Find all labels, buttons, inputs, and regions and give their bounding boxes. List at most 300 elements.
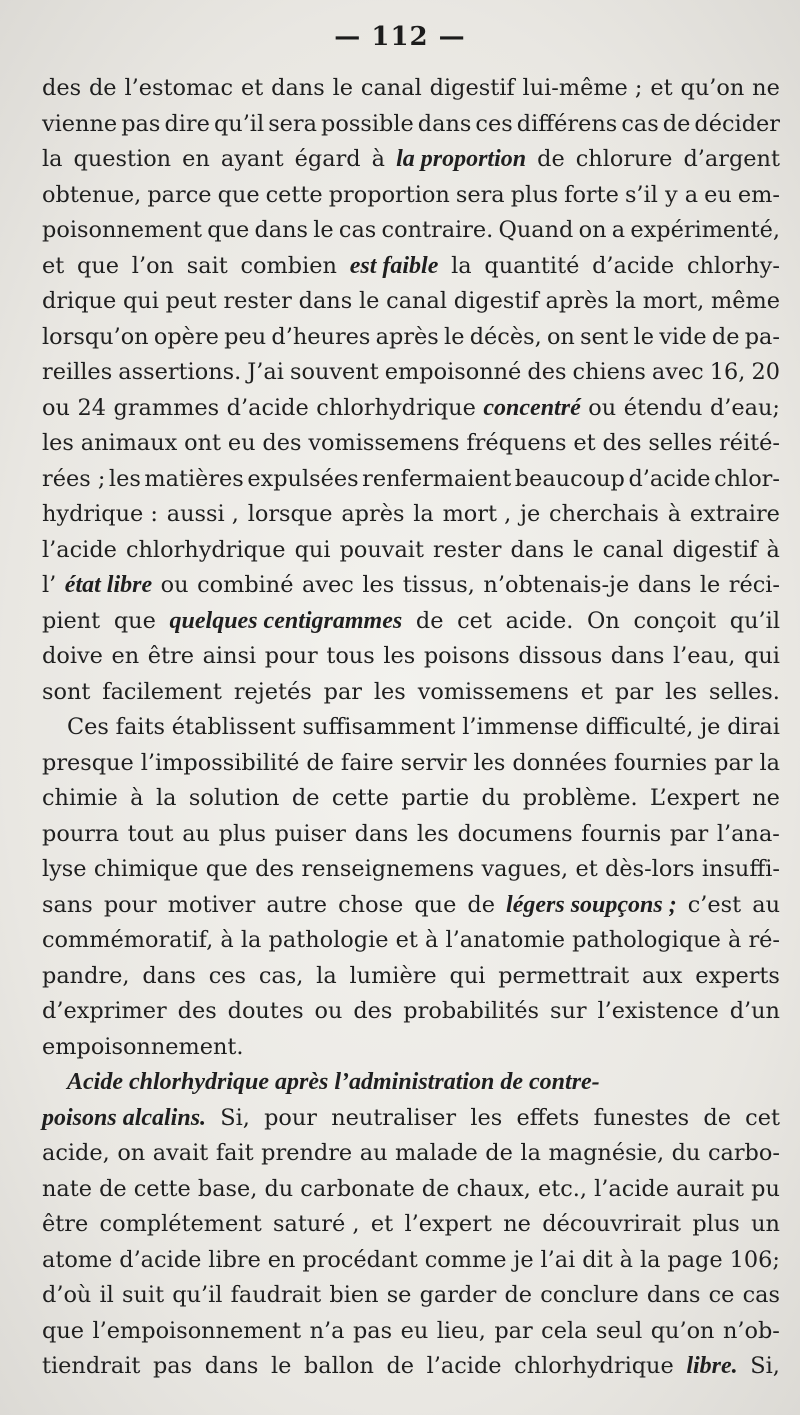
word: chose — [338, 891, 404, 918]
word: par — [714, 749, 753, 776]
text-line — [42, 355, 780, 391]
word: l’eau, — [673, 643, 736, 669]
word: établissent — [171, 714, 296, 740]
word: partie — [401, 785, 470, 811]
word: dès-lors — [605, 856, 695, 882]
word: et — [650, 75, 673, 101]
word: des — [602, 430, 642, 456]
word: égard — [294, 146, 361, 172]
word: chimie — [42, 785, 118, 811]
word: cet — [457, 607, 492, 634]
word: lui-même ; — [522, 75, 643, 101]
word: expulsées — [247, 465, 359, 492]
word: lorsque — [247, 501, 333, 527]
word: l’empoisonnement — [92, 1317, 302, 1344]
text-line — [42, 284, 780, 320]
word: l’ana- — [716, 820, 780, 847]
word: cas — [338, 217, 377, 243]
word: de — [504, 1282, 533, 1308]
text-line — [42, 1207, 780, 1243]
word: em- — [737, 181, 780, 208]
word: Si, — [220, 1104, 250, 1131]
word: nate — [42, 1175, 93, 1202]
word: la — [42, 146, 63, 172]
word: avec — [302, 572, 354, 598]
word: procédant — [302, 1246, 418, 1273]
word: la — [316, 962, 337, 989]
word: n’obtenais-je — [483, 572, 630, 598]
word: aussi , — [166, 501, 239, 527]
word: vomissemens — [308, 430, 460, 456]
word: dans — [354, 820, 409, 847]
word: cas, — [258, 962, 304, 989]
word: même — [711, 288, 780, 314]
word: lieu, — [436, 1317, 486, 1344]
word: dans — [510, 536, 565, 563]
word: pa- — [744, 323, 780, 350]
word: d’eau; — [709, 394, 780, 421]
word: beaucoup — [514, 465, 625, 492]
word: à — [667, 501, 682, 527]
word: de — [662, 110, 691, 137]
word: renfermaient — [362, 465, 512, 492]
word: lorsqu’on — [42, 323, 149, 350]
word: les — [383, 643, 416, 669]
word: ainsi — [202, 643, 257, 669]
text-line — [42, 213, 780, 249]
word: et — [42, 252, 65, 279]
word: l’anatomie — [445, 927, 565, 953]
word: 20 — [751, 359, 780, 385]
word: s’il y a — [624, 181, 699, 208]
body-text — [42, 71, 780, 1385]
word: le — [633, 323, 654, 350]
word: aurait — [676, 1175, 745, 1202]
word: d’où — [42, 1282, 92, 1308]
word: plus — [510, 181, 559, 208]
word: rées ; — [42, 465, 106, 492]
word: des — [262, 430, 302, 456]
word: de — [485, 1140, 513, 1166]
word: assertions. — [118, 359, 242, 385]
word: se — [386, 1282, 412, 1308]
word: les — [108, 465, 141, 492]
word: au — [182, 820, 210, 847]
italic-word: concentré — [483, 394, 581, 421]
word: cas — [621, 110, 659, 137]
text-line — [42, 249, 780, 285]
word: extraire — [689, 501, 780, 527]
word: doutes — [227, 998, 304, 1024]
text-line — [42, 675, 780, 711]
word: les — [470, 1104, 503, 1131]
word: chlorhydrique — [125, 536, 286, 563]
word: garder — [419, 1282, 497, 1308]
word: contraire. — [381, 217, 494, 243]
word: ces — [208, 962, 247, 989]
word: en — [182, 146, 210, 172]
word: Quand — [498, 217, 574, 243]
word: qui — [294, 536, 331, 563]
word: que — [42, 1317, 85, 1344]
word: par — [669, 820, 709, 847]
word: ou — [160, 572, 189, 598]
word: qu’il — [213, 110, 265, 137]
word: de — [99, 1175, 127, 1202]
word: avec — [651, 359, 704, 385]
word: Ces — [67, 714, 109, 740]
text-line — [42, 533, 780, 569]
word: qu’on — [650, 1317, 715, 1344]
word: bien — [329, 1282, 379, 1308]
word: neutraliser — [331, 1104, 457, 1131]
word: grammes — [113, 394, 220, 421]
paragraph — [42, 71, 780, 710]
word: le — [699, 572, 721, 598]
word: on — [117, 1140, 146, 1166]
word: vienne — [42, 110, 118, 137]
word: combiné — [197, 572, 294, 598]
word: il — [99, 1282, 114, 1308]
word: etc., — [538, 1175, 588, 1202]
word: plus — [692, 1211, 740, 1237]
word: conclure — [540, 1282, 639, 1308]
word: eu — [227, 430, 256, 456]
word: les — [373, 678, 406, 705]
word: dans — [646, 1282, 701, 1308]
word: à — [130, 785, 144, 811]
word: en — [267, 1246, 296, 1273]
word: pandre, — [42, 962, 130, 989]
word: suffisamment — [302, 714, 456, 740]
word: n’a — [309, 1317, 345, 1344]
word: acide. — [505, 607, 574, 634]
word: canal — [602, 536, 664, 563]
word: documens — [457, 820, 573, 847]
word: chaux, — [456, 1175, 531, 1202]
word: renseignemens — [301, 856, 475, 882]
word: d’acide — [226, 394, 309, 421]
word: ne — [752, 785, 780, 811]
word: l’expert — [404, 1211, 492, 1237]
word: tissus, — [402, 572, 475, 598]
word: experts — [695, 962, 780, 989]
word: pouvait — [339, 536, 424, 563]
word: conçoit — [633, 607, 717, 634]
word: et — [573, 430, 596, 456]
word: du — [481, 785, 511, 811]
word: J’ai — [247, 359, 284, 385]
word: on — [546, 323, 575, 350]
word: seul — [595, 1317, 643, 1344]
word: d’un — [729, 998, 780, 1024]
text-line — [42, 923, 780, 959]
word: cette — [331, 785, 389, 811]
word: des — [42, 75, 82, 101]
word: d’heures — [271, 323, 371, 350]
word: peu — [224, 323, 267, 350]
word: poisonnement — [42, 217, 202, 243]
word: sent — [580, 323, 629, 350]
word: de — [415, 607, 444, 634]
word: faits — [115, 714, 165, 740]
word: L’expert — [650, 785, 740, 811]
word: acide, — [42, 1140, 110, 1166]
word: ont — [184, 430, 222, 456]
word: suit — [122, 1282, 165, 1308]
word: Si, — [750, 1353, 780, 1379]
word: sont — [42, 678, 91, 705]
word: dans — [298, 288, 353, 314]
text-line — [42, 604, 780, 640]
word: du — [264, 1175, 294, 1202]
word: la — [451, 252, 472, 279]
word: à — [766, 536, 780, 563]
word: vide — [659, 323, 707, 350]
word: différens — [516, 110, 618, 137]
word: malade — [395, 1140, 478, 1166]
word: ces — [475, 110, 513, 137]
word: par — [494, 1317, 533, 1344]
word: que — [207, 217, 250, 243]
word: des — [527, 359, 567, 385]
word: rester — [223, 288, 292, 314]
word: la — [639, 1246, 661, 1273]
text-line — [42, 142, 780, 178]
word: carbonate — [300, 1175, 415, 1202]
word: sait — [186, 252, 228, 279]
word: servir — [400, 749, 467, 776]
word: n’ob- — [722, 1317, 780, 1344]
word: rejetés — [233, 678, 312, 705]
text-line — [42, 781, 780, 817]
text-line — [42, 959, 780, 995]
word: la — [413, 501, 434, 527]
word: et — [575, 856, 598, 882]
word: commémoratif, — [42, 927, 214, 953]
word: avait — [152, 1140, 209, 1166]
word: facilement — [102, 678, 222, 705]
word: page — [667, 1246, 723, 1273]
word: cela — [541, 1317, 588, 1344]
word: On — [587, 607, 620, 634]
word: empoisonné — [384, 359, 522, 385]
word: probabilités — [403, 998, 540, 1024]
word: d’acide — [628, 465, 711, 492]
word: pathologique — [572, 927, 721, 953]
word: pas — [352, 1317, 393, 1344]
text-line — [42, 1030, 780, 1066]
word: l’ai — [540, 1246, 576, 1273]
word: dit — [582, 1246, 613, 1273]
word: dirai — [727, 714, 780, 740]
word: chlorhydrique — [316, 394, 476, 421]
italic-word: libre. — [686, 1353, 738, 1379]
text-line — [42, 391, 780, 427]
word: découvrirait — [542, 1211, 681, 1237]
word: forte — [564, 181, 619, 208]
word: 24 — [77, 394, 106, 421]
word: ou — [588, 394, 617, 421]
word: qui — [122, 288, 159, 314]
word: on — [578, 217, 607, 243]
word: des — [255, 856, 295, 882]
word: dans — [417, 110, 472, 137]
word: ballon — [303, 1353, 374, 1379]
word: a — [611, 217, 626, 243]
word: fournies — [613, 749, 708, 776]
word: être — [147, 643, 194, 669]
word: et — [395, 927, 418, 953]
word: à — [727, 927, 742, 953]
word: lyse — [42, 856, 87, 882]
word: selles — [648, 430, 713, 456]
word: réci- — [728, 572, 780, 598]
word: les — [416, 820, 449, 847]
word: 106; — [729, 1246, 780, 1273]
word: cette — [133, 1175, 191, 1202]
word: au — [752, 891, 780, 918]
word: la — [520, 1140, 541, 1166]
word: problème. — [522, 785, 638, 811]
word: les — [42, 430, 74, 456]
word: motiver — [167, 891, 256, 918]
word: comme — [424, 1246, 507, 1273]
word: l’acide — [426, 1353, 502, 1379]
word: combien — [240, 252, 337, 279]
word: par — [614, 678, 654, 705]
word: par — [323, 678, 362, 705]
word: ce — [708, 1282, 735, 1308]
paragraph — [42, 710, 780, 1065]
word: qu’on — [680, 75, 745, 101]
word: ré- — [748, 927, 780, 953]
text-line — [42, 426, 780, 462]
word: tout — [127, 820, 174, 847]
word: dans — [204, 1353, 259, 1379]
word: sera — [455, 181, 505, 208]
word: d’argent — [683, 146, 780, 172]
italic-word: état libre — [64, 572, 153, 598]
word: chiens — [572, 359, 646, 385]
word: libre — [208, 1246, 261, 1273]
text-line — [42, 320, 780, 356]
word: de — [386, 1353, 415, 1379]
word: dans — [142, 962, 196, 989]
word: atome — [42, 1246, 113, 1273]
text-line — [42, 817, 780, 853]
word: je — [513, 1246, 534, 1273]
word: dans — [254, 217, 309, 243]
word: saturé , — [273, 1211, 360, 1237]
word: possible — [321, 110, 414, 137]
word: animaux — [80, 430, 178, 456]
text-line — [42, 1349, 780, 1385]
run-in-heading: Acide chlorhydrique après l’administration de contre- — [67, 1069, 600, 1095]
text-line — [42, 178, 780, 214]
word: question — [73, 146, 172, 172]
word: dans — [637, 572, 692, 598]
word: après — [341, 501, 405, 527]
word: chimique — [93, 856, 199, 882]
word: pour — [264, 1104, 318, 1131]
word: poisons — [423, 643, 510, 669]
word: à — [424, 927, 439, 953]
word: tous — [326, 643, 375, 669]
word: pas — [121, 110, 161, 137]
word: sera — [268, 110, 317, 137]
word: faire — [340, 749, 394, 776]
word: proportion — [328, 181, 450, 208]
word: selles. — [708, 678, 780, 705]
word: mort, — [642, 288, 705, 314]
word: dissous — [518, 643, 603, 669]
word: la — [240, 927, 262, 953]
word: chlorure — [575, 146, 673, 172]
word: obtenue, — [42, 181, 142, 208]
word: le — [313, 217, 334, 243]
text-line — [42, 888, 780, 924]
word: qui — [449, 962, 486, 989]
word: dans — [610, 643, 665, 669]
text-line — [42, 1065, 780, 1101]
word: fournis — [581, 820, 662, 847]
word: matières — [144, 465, 244, 492]
word: en — [111, 643, 140, 669]
word: expérimenté, — [630, 217, 780, 243]
word: à — [619, 1246, 634, 1273]
word: à — [220, 927, 234, 953]
word: pient — [42, 607, 101, 634]
word: difficulté, — [585, 714, 694, 740]
word: que — [414, 891, 457, 918]
word: dans — [271, 75, 325, 101]
word: qu’il — [172, 1282, 223, 1308]
word: la — [615, 288, 636, 314]
text-line — [42, 568, 780, 604]
word: à — [371, 146, 386, 172]
word: sans — [42, 891, 93, 918]
word: effets — [516, 1104, 580, 1131]
word: être — [42, 1211, 89, 1237]
word: pathologie — [268, 927, 389, 953]
word: digestif — [453, 288, 539, 314]
word: le — [332, 75, 354, 101]
word: funestes — [593, 1104, 690, 1131]
word: drique — [42, 288, 117, 314]
text-line — [42, 1243, 780, 1279]
word: les — [362, 572, 395, 598]
word: après — [545, 288, 609, 314]
text-line — [42, 107, 780, 143]
word: sur — [549, 998, 587, 1024]
text-line — [42, 639, 780, 675]
word: digestif — [429, 75, 515, 101]
word: au — [359, 1140, 388, 1166]
run-in-heading: poisons alcalins. — [42, 1104, 207, 1131]
word: décès, — [469, 323, 542, 350]
text-line — [42, 71, 780, 107]
word: et — [370, 1211, 394, 1237]
paragraph — [42, 1065, 780, 1385]
word: réité- — [719, 430, 780, 456]
word: canal — [386, 288, 447, 314]
word: l’impossibilité — [140, 749, 300, 776]
word: doive — [42, 643, 103, 669]
word: permettrait — [498, 962, 630, 989]
word: eu — [704, 181, 732, 208]
word: un — [751, 1211, 780, 1237]
